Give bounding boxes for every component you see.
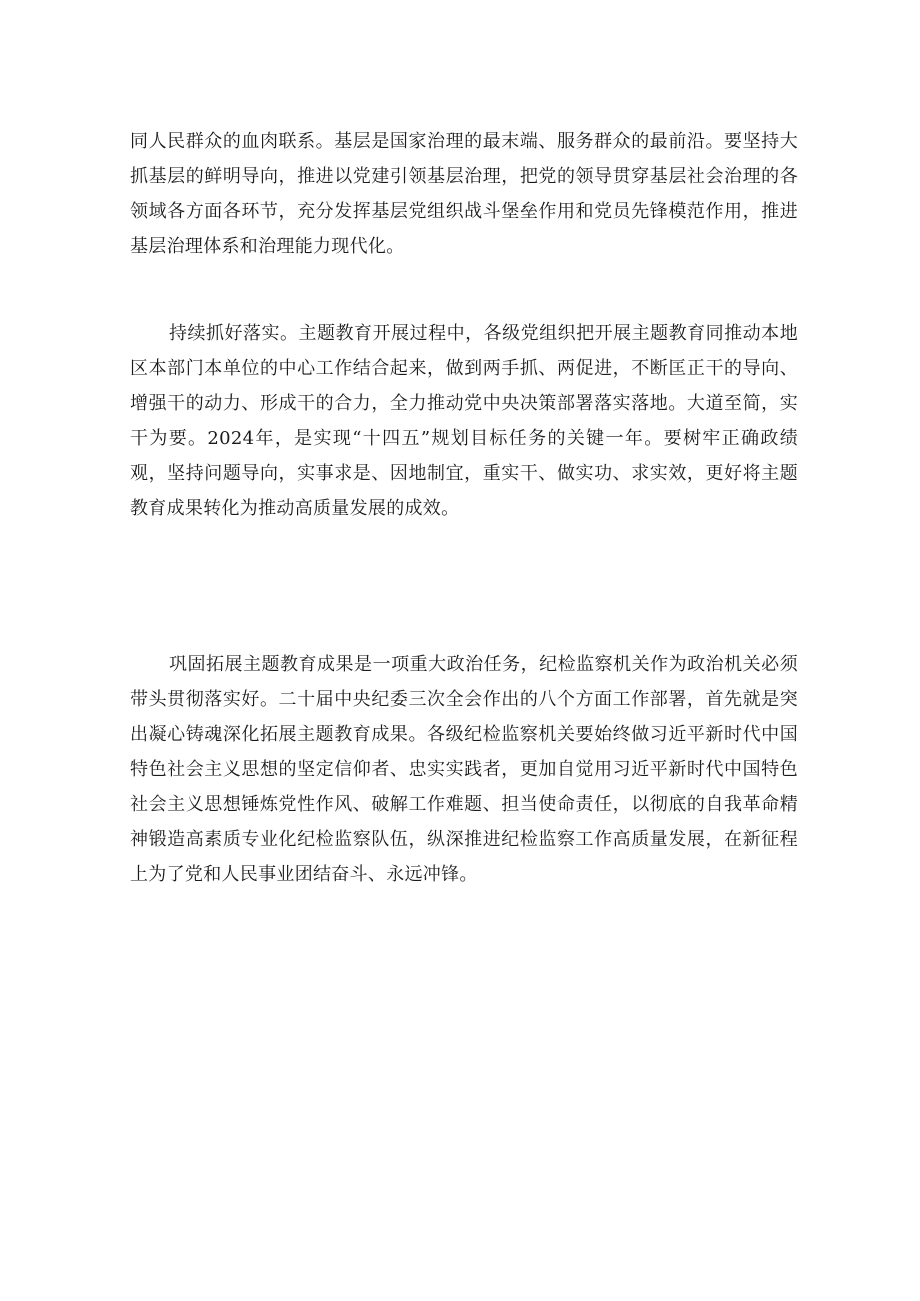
paragraph-discipline-inspection: 巩固拓展主题教育成果是一项重大政治任务，纪检监察机关作为政治机关必须带头贯彻落实好。二十届中央纪委三次全会作出的八个方面工作部署，首先就是突出凝心铸魂深化拓展主题教育成果。各级纪检监察机关要始终做习近平新时代中国特色社会主义思想的坚定信仰者、忠实实践者，更加自觉用习近平新时代中国特色社会主义思想锤炼党性作风、破解工作难题、担当使命责任，以彻底的自我革命精神锻造高素质专业化纪检监察队伍，纵深推进纪检监察工作高质量发展，在新征程上为了党和人民事业团结奋斗、永远冲锋。 bbox=[130, 654, 798, 885]
paragraph-continuation: 同人民群众的血肉联系。基层是国家治理的最末端、服务群众的最前沿。要坚持大抓基层的鲜明导向，推进以党建引领基层治理，把党的领导贯穿基层社会治理的各领域各方面各环节，充分发挥基层党组织战斗堡垒作用和党员先锋模范作用，推进基层治理体系和治理能力现代化。 bbox=[130, 131, 798, 257]
paragraph-implementation: 持续抓好落实。主题教育开展过程中，各级党组织把开展主题教育同推动本地区本部门本单位的中心工作结合起来，做到两手抓、两促进，不断匡正干的导向、增强干的动力、形成干的合力，全力推动党中央决策部署落实落地。大道至简，实干为要。2024年，是实现“十四五”规划目标任务的关键一年。要树牢正确政绩观，坚持问题导向，实事求是、因地制宜，重实干、做实功、求实效，更好将主题教育成果转化为推动高质量发展的成效。 bbox=[130, 323, 798, 519]
